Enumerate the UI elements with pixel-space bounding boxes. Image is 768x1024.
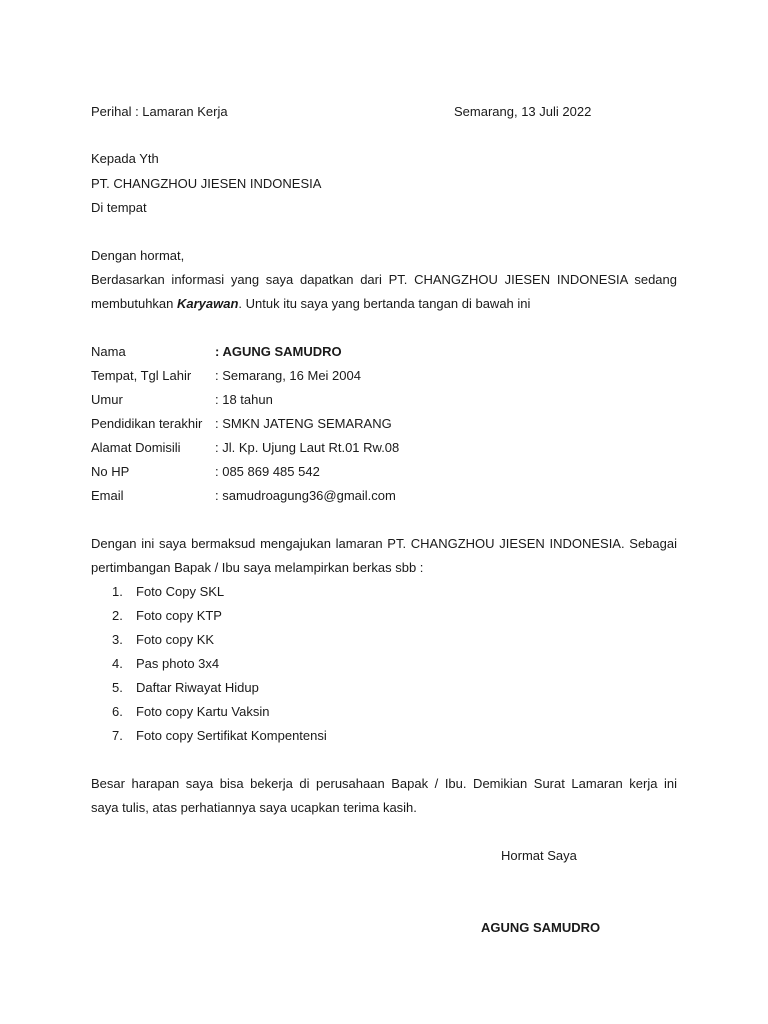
attachment-item: Foto copy Kartu Vaksin — [136, 704, 270, 719]
signature-salutation: Hormat Saya — [501, 848, 577, 863]
detail-label: Alamat Domisili — [91, 440, 181, 455]
attachment-number: 6. — [112, 704, 123, 719]
attachment-number: 4. — [112, 656, 123, 671]
attachment-number: 1. — [112, 584, 123, 599]
closing-line-1: Besar harapan saya bisa bekerja di perusahaan Bapak / Ibu. Demikian Surat Lamaran kerja ini — [91, 776, 677, 791]
detail-value: : Jl. Kp. Ujung Laut Rt.01 Rw.08 — [215, 440, 400, 455]
attachment-item: Foto Copy SKL — [136, 584, 225, 599]
detail-label: Tempat, Tgl Lahir — [91, 368, 192, 383]
detail-value: : 085 869 485 542 — [215, 464, 320, 479]
intent-line-1: Dengan ini saya bermaksud mengajukan lamaran PT. CHANGZHOU JIESEN INDONESIA. Sebagai — [91, 536, 677, 551]
attachment-item: Foto copy KK — [136, 632, 215, 647]
attachment-item: Foto copy Sertifikat Kompentensi — [136, 728, 327, 743]
subject-line: Perihal : Lamaran Kerja — [91, 104, 228, 119]
detail-value: : 18 tahun — [215, 392, 273, 407]
detail-label: Umur — [91, 392, 123, 407]
attachment-number: 3. — [112, 632, 123, 647]
detail-value: : AGUNG SAMUDRO — [215, 344, 342, 359]
attachment-item: Daftar Riwayat Hidup — [136, 680, 259, 695]
detail-value: : Semarang, 16 Mei 2004 — [215, 368, 361, 383]
recipient-location: Di tempat — [91, 200, 147, 215]
attachment-number: 7. — [112, 728, 123, 743]
recipient-company: PT. CHANGZHOU JIESEN INDONESIA — [91, 176, 322, 191]
opening-text-after: . Untuk itu saya yang bertanda tangan di bawah ini — [238, 296, 531, 311]
intent-line-2: pertimbangan Bapak / Ibu saya melampirkan berkas sbb : — [91, 560, 424, 575]
detail-value: : SMKN JATENG SEMARANG — [215, 416, 392, 431]
detail-label: No HP — [91, 464, 130, 479]
opening-text-italic: Karyawan — [177, 296, 239, 311]
opening-paragraph-line-1: Berdasarkan informasi yang saya dapatkan dari PT. CHANGZHOU JIESEN INDONESIA sedang — [91, 272, 677, 287]
recipient-line-1: Kepada Yth — [91, 151, 159, 166]
greeting: Dengan hormat, — [91, 248, 185, 263]
attachment-item: Pas photo 3x4 — [136, 656, 220, 671]
attachment-item: Foto copy KTP — [136, 608, 222, 623]
opening-paragraph-line-2 — [91, 296, 530, 312]
detail-label: Nama — [91, 344, 126, 359]
detail-label: Pendidikan terakhir — [91, 416, 203, 431]
opening-text-before: membutuhkan — [91, 296, 177, 311]
attachment-number: 2. — [112, 608, 123, 623]
detail-value: : samudroagung36@gmail.com — [215, 488, 396, 503]
signature-name: AGUNG SAMUDRO — [481, 920, 601, 935]
detail-label: Email — [91, 488, 124, 503]
place-date: Semarang, 13 Juli 2022 — [454, 104, 592, 119]
closing-line-2: saya tulis, atas perhatiannya saya ucapkan terima kasih. — [91, 800, 417, 815]
attachment-number: 5. — [112, 680, 123, 695]
